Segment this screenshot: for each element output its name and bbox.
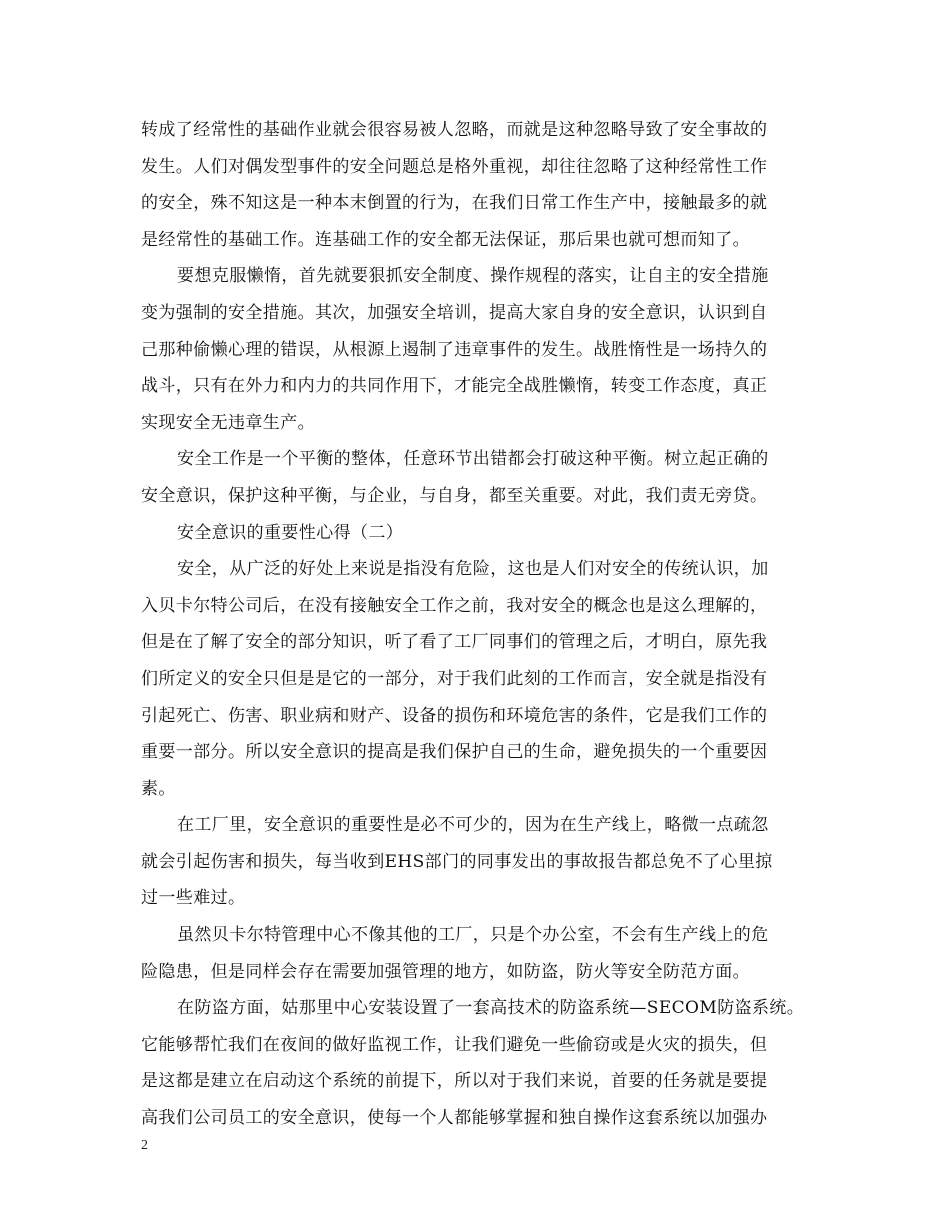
paragraph-3: 安全工作是一个平衡的整体，任意环节出错都会打破这种平衡。树立起正确的 安全意识，保护这种平衡，与企业，与自身，都至关重要。对此，我们责无旁贷。 [141, 449, 769, 506]
section-heading: 安全意识的重要性心得（二） [177, 522, 404, 543]
paragraph-8: 在防盗方面，姑那里中心安装设置了一套高技术的防盗系统—SECOM防盗系统。 它能够帮忙我们在夜间的做好监视工作，让我们避免一些偷窃或是火灾的损失，但 是这都是建立在启动这个系统的前提下，所以对于我们来说，首要的任务就是要提 高我们公司员工的安全意识，使每一个人都能够掌握和独自操作这套系统以加强办 [141, 998, 805, 1129]
paragraph-5: 安全，从广泛的好处上来说是指没有危险，这也是人们对安全的传统认识，加 入贝卡尔特公司后，在没有接触安全工作之前，我对安全的概念也是这么理解的， 但是在了解了安全的部分知识，听了看了工厂同事们的管理之后，才明白，原先我 们所定义的安全只但是是它的一部分，对于我们此刻的工作而言，安全就是指没有 引起死亡、伤害、职业病和财产、设备的损伤和环境危害的条件，它是我们工作的 重要一部分。所以安全意识的提高是我们保护自己的生命，避免损失的一个重要因 素。 [141, 559, 769, 799]
document-body [141, 112, 811, 1137]
paragraph-6: 在工厂里，安全意识的重要性是必不可少的，因为在生产线上，略微一点疏忽 就会引起伤害和损失，每当收到EHS部门的同事发出的事故报告都总免不了心里掠 过一些难过。 [141, 815, 773, 909]
paragraph-2: 要想克服懒惰，首先就要狠抓安全制度、操作规程的落实，让自主的安全措施 变为强制的安全措施。其次，加强安全培训，提高大家自身的安全意识，认识到自 己那种偷懒心理的错误，从根源上遏制了违章事件的发生。战胜惰性是一场持久的 战斗，只有在外力和内力的共同作用下，才能完全战胜懒惰，转变工作态度，真正 实现安全无违章生产。 [141, 266, 769, 433]
paragraph-7: 虽然贝卡尔特管理中心不像其他的工厂，只是个办公室，不会有生产线上的危 险隐患，但是同样会存在需要加强管理的地方，如防盗，防火等安全防范方面。 [141, 925, 769, 982]
paragraph-1: 转成了经常性的基础作业就会很容易被人忽略，而就是这种忽略导致了安全事故的 发生。人们对偶发型事件的安全问题总是格外重视，却往往忽略了这种经常性工作 的安全，殊不知这是一种本末倒置的行为，在我们日常工作生产中，接触最多的就 是经常性的基础工作。连基础工作的安全都无法保证，那后果也就可想而知了。 [141, 120, 768, 250]
page-number: 2 [141, 1138, 148, 1153]
